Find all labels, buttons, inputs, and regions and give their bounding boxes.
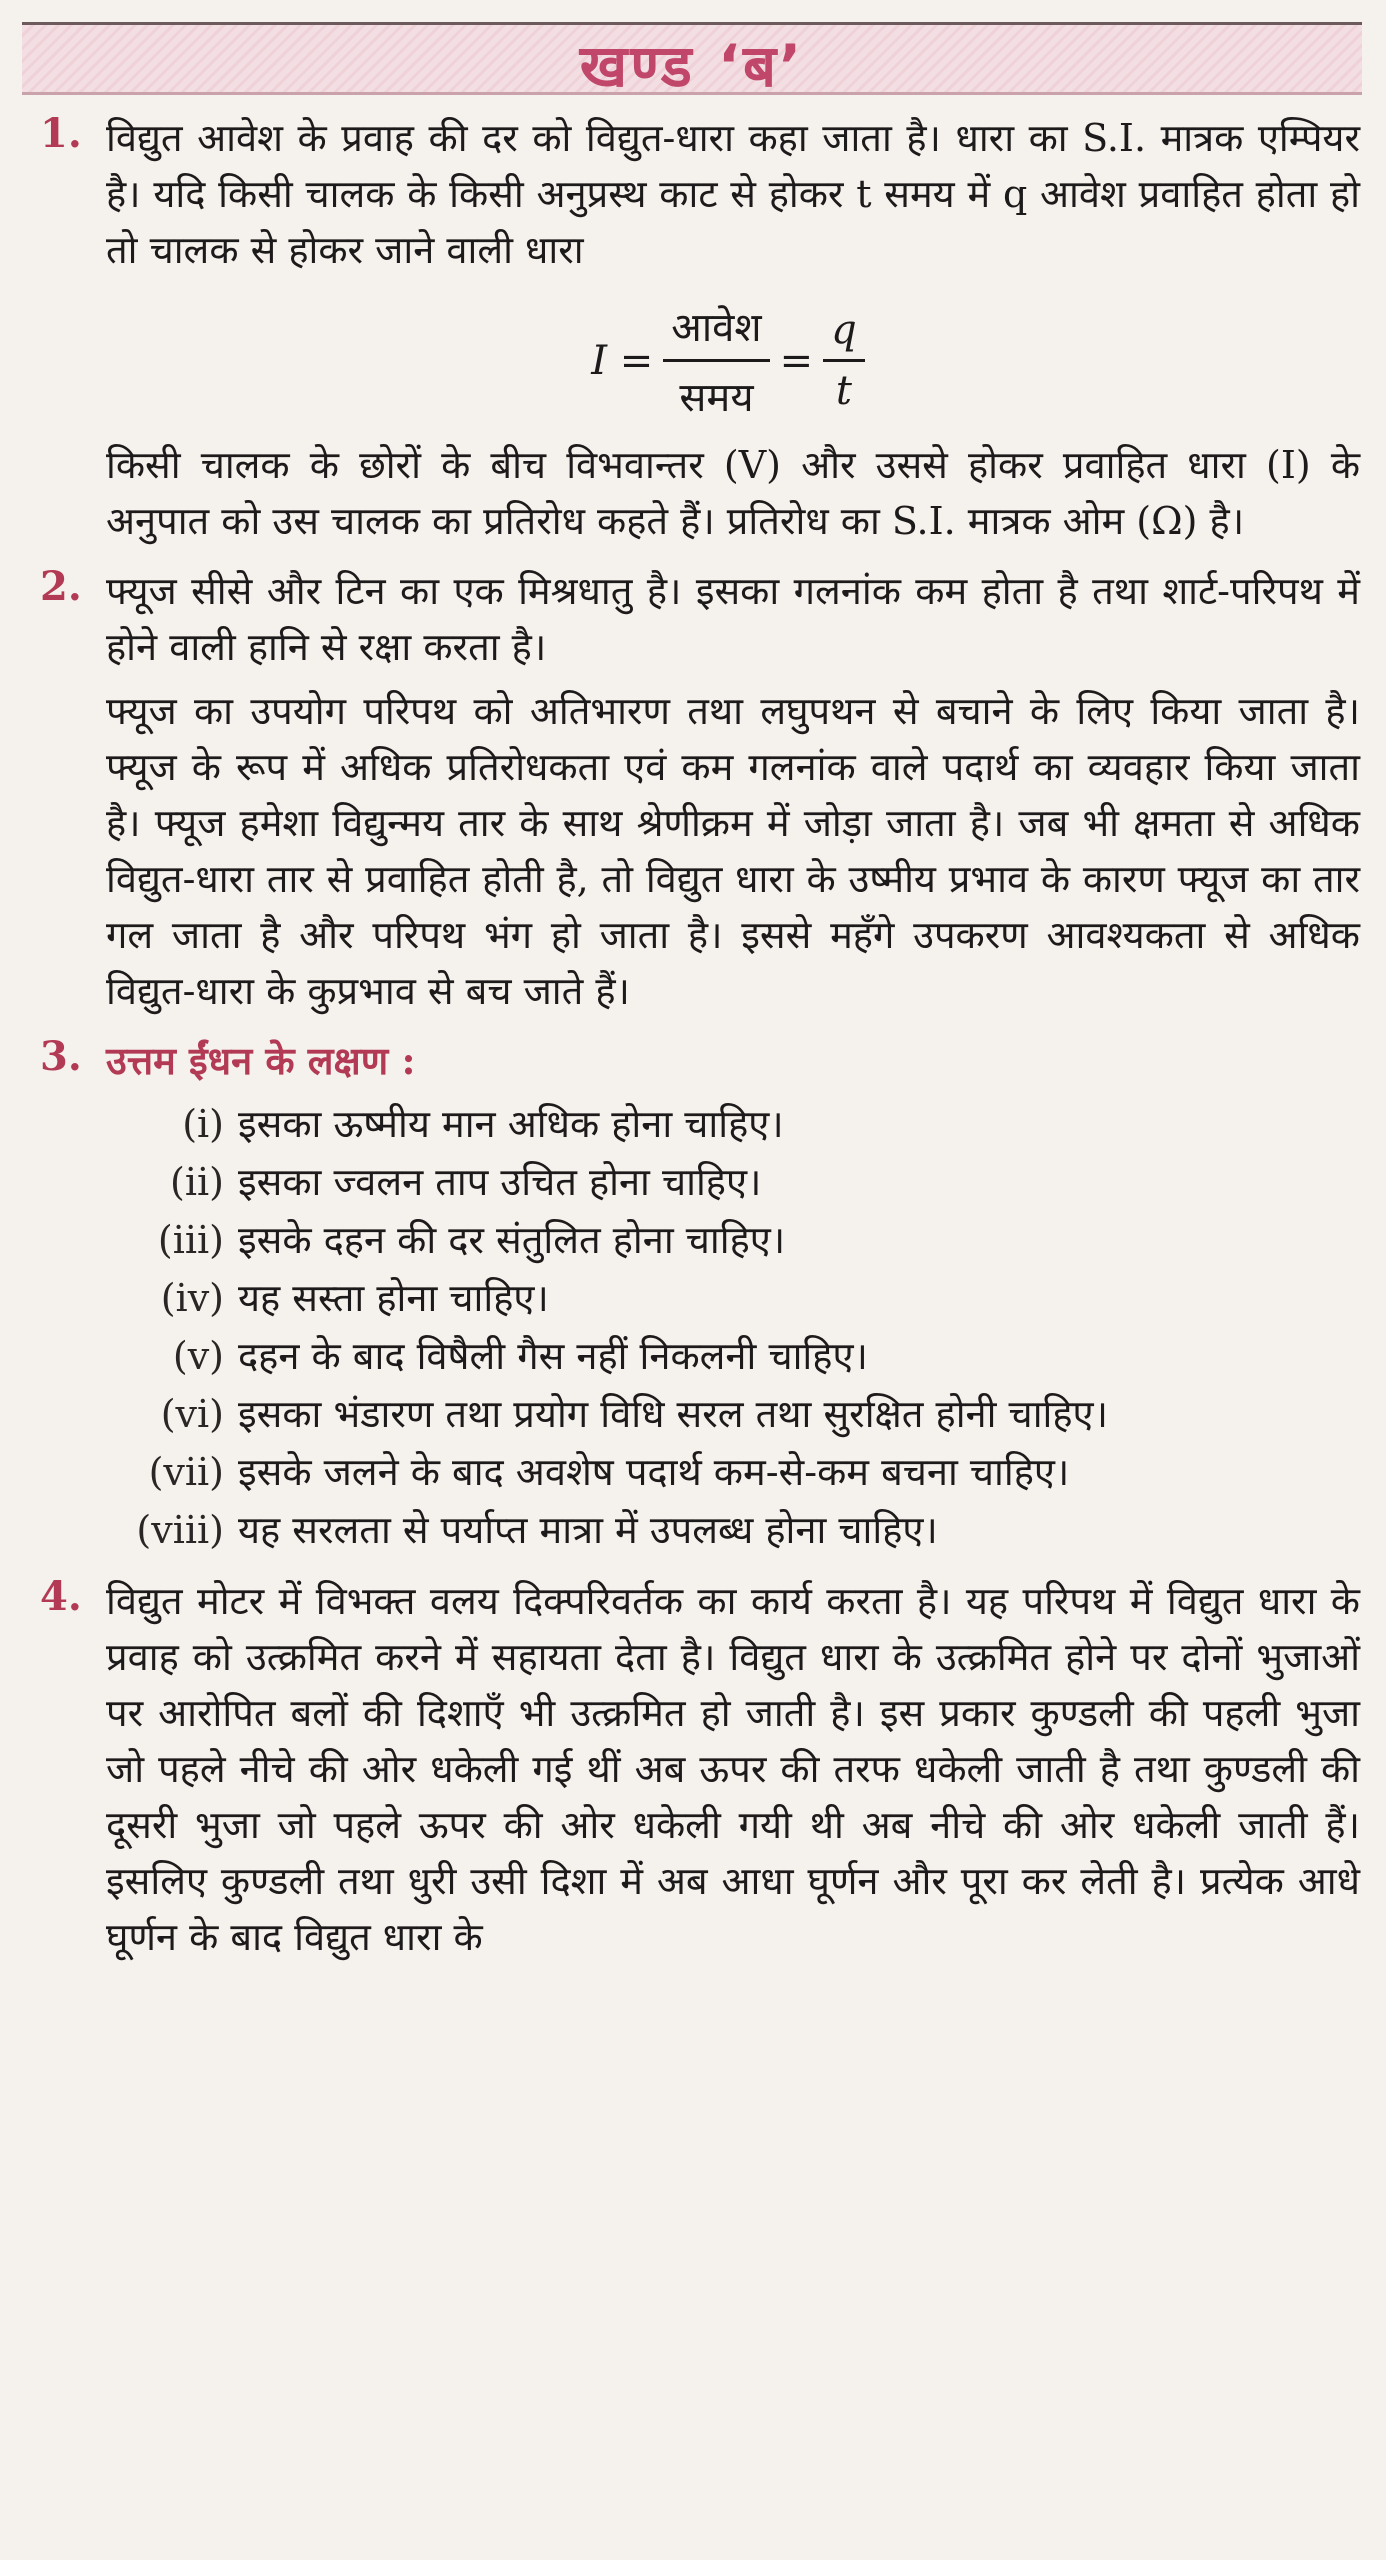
formula-denominator-symbol: t xyxy=(835,368,852,414)
list-item xyxy=(106,1327,1360,1385)
answer-4 xyxy=(40,1573,1360,1965)
list-item xyxy=(106,1211,1360,1269)
answer-4-paragraph-1: विद्युत मोटर में विभक्त वलय दिक्परिवर्तक का कार्य करता है। यह परिपथ में विद्युत धारा के प्रवाह को उत्क्रमित करने में सहायता देता है। विद्युत धारा के उत्क्रमित होने पर दोनों भुजाओं पर आरोपित बलों की दिशाएँ भी उत्क्रमित हो जाती है। इस प्रकार कुण्डली की पहली भुजा जो पहले नीचे की ओर धकेली गई थीं अब ऊपर की तरफ धकेली जाती है तथा कुण्डली की दूसरी भुजा जो पहले ऊपर की ओर धकेली गयी थी अब नीचे की ओर धकेली जाती हैं। इसलिए कुण्डली तथा धुरी उसी दिशा में अब आधा घूर्णन और पूरा कर लेती है। प्रत्येक आधे घूर्णन के बाद विद्युत धारा के xyxy=(106,1579,1360,1959)
list-item-text: यह सरलता से पर्याप्त मात्रा में उपलब्ध होना चाहिए। xyxy=(238,1508,938,1552)
formula-numerator-symbol: q xyxy=(823,307,865,362)
list-item xyxy=(106,1501,1360,1559)
header-top-rule xyxy=(22,0,1362,25)
list-item xyxy=(106,1385,1360,1443)
list-item-text: इसका ऊष्मीय मान अधिक होना चाहिए। xyxy=(238,1102,784,1146)
list-item xyxy=(106,1153,1360,1211)
list-item-numeral: (v) xyxy=(172,1334,224,1378)
answer-1 xyxy=(40,110,1360,549)
list-item-text: इसका भंडारण तथा प्रयोग विधि सरल तथा सुरक्षित होनी चाहिए। xyxy=(238,1392,1108,1436)
answer-2 xyxy=(40,563,1360,1019)
answer-number: 1. xyxy=(40,110,82,157)
answer-number: 4. xyxy=(40,1573,82,1620)
section-header-band xyxy=(22,0,1362,100)
list-item-text: यह सस्ता होना चाहिए। xyxy=(238,1276,549,1320)
list-item-numeral: (viii) xyxy=(136,1508,224,1552)
list-item-numeral: (iii) xyxy=(157,1218,224,1262)
fuel-properties-list xyxy=(106,1095,1360,1559)
list-item-numeral: (vii) xyxy=(148,1450,224,1494)
list-item-text: दहन के बाद विषैली गैस नहीं निकलनी चाहिए। xyxy=(238,1334,868,1378)
answer-3 xyxy=(40,1033,1360,1559)
formula-lhs: I = xyxy=(591,337,654,384)
answer-2-paragraph-1: फ्यूज सीसे और टिन का एक मिश्रधातु है। इसका गलनांक कम होता है तथा शार्ट-परिपथ में होने वाली हानि से रक्षा करता है। xyxy=(106,569,1360,669)
list-item-numeral: (ii) xyxy=(170,1160,224,1204)
list-item xyxy=(106,1095,1360,1153)
answers-content xyxy=(40,110,1360,1979)
formula-fraction-symbols xyxy=(823,307,865,414)
formula-equals: = xyxy=(779,337,814,384)
list-item-text: इसके जलने के बाद अवशेष पदार्थ कम-से-कम बचना चाहिए। xyxy=(238,1450,1070,1494)
answer-number: 2. xyxy=(40,563,82,610)
answer-2-paragraph-2: फ्यूज का उपयोग परिपथ को अतिभारण तथा लघुपथन से बचाने के लिए किया जाता है। फ्यूज के रूप में अधिक प्रतिरोधकता एवं कम गलनांक वाले पदार्थ का व्यवहार किया जाता है। फ्यूज हमेशा विद्युन्मय तार के साथ श्रेणीक्रम में जोड़ा जाता है। जब भी क्षमता से अधिक विद्युत-धारा तार से प्रवाहित होती है, तो विद्युत धारा के उष्मीय प्रभाव के कारण फ्यूज का तार गल जाता है और परिपथ भंग हो जाता है। इससे महँगे उपकरण आवश्यकता से अधिक विद्युत-धारा के कुप्रभाव से बच जाते हैं। xyxy=(106,689,1360,1013)
section-title: खण्ड ‘ब’ xyxy=(579,32,805,100)
list-item xyxy=(106,1269,1360,1327)
formula-fraction-words xyxy=(663,298,769,423)
formula-numerator-word: आवेश xyxy=(663,298,769,362)
list-item-text: इसका ज्वलन ताप उचित होना चाहिए। xyxy=(238,1160,762,1204)
answer-1-paragraph-1: विद्युत आवेश के प्रवाह की दर को विद्युत-धारा कहा जाता है। धारा का S.I. मात्रक एम्पियर है। यदि किसी चालक के किसी अनुप्रस्थ काट से होकर t समय में q आवेश प्रवाहित होता हो तो चालक से होकर जाने वाली धारा xyxy=(106,116,1360,272)
list-item-numeral: (vi) xyxy=(160,1392,224,1436)
answer-number: 3. xyxy=(40,1033,82,1080)
answer-3-heading: उत्तम ईंधन के लक्षण : xyxy=(106,1038,416,1083)
answer-1-paragraph-2: किसी चालक के छोरों के बीच विभवान्तर (V) और उससे होकर प्रवाहित धारा (I) के अनुपात को उस चालक का प्रतिरोध कहते हैं। प्रतिरोध का S.I. मात्रक ओम (Ω) है। xyxy=(106,443,1360,543)
formula-denominator-word: समय xyxy=(679,375,754,421)
current-formula xyxy=(106,298,1360,423)
list-item-numeral: (iv) xyxy=(160,1276,224,1320)
list-item xyxy=(106,1443,1360,1501)
list-item-numeral: (i) xyxy=(182,1102,224,1146)
list-item-text: इसके दहन की दर संतुलित होना चाहिए। xyxy=(238,1218,786,1262)
